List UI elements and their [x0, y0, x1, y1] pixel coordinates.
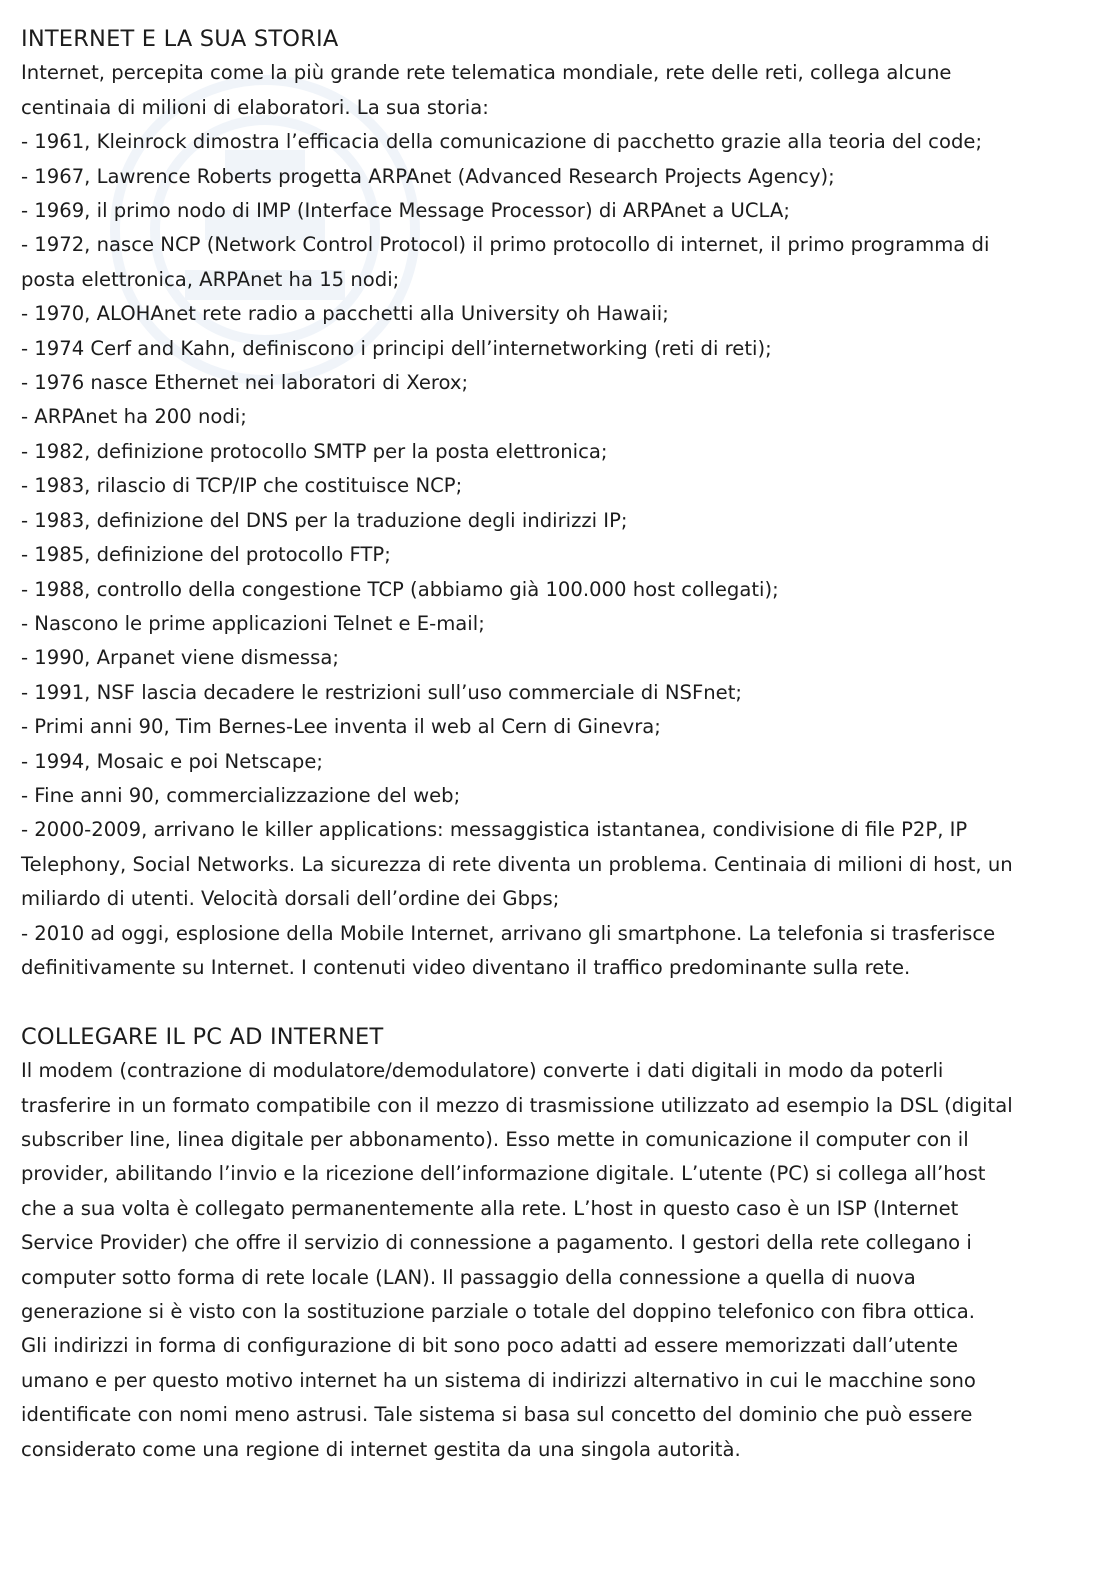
- text-line: identificate con nomi meno astrusi. Tale sistema si basa sul concetto del dominio che può essere: [21, 1403, 973, 1427]
- text-line: - 1969, il primo nodo di IMP (Interface Message Processor) di ARPAnet a UCLA;: [21, 199, 790, 223]
- document-page: [21, 22, 1101, 1467]
- section-title: INTERNET E LA SUA STORIA: [21, 26, 339, 52]
- text-line: - ARPAnet ha 200 nodi;: [21, 405, 247, 429]
- text-line: - Nascono le prime applicazioni Telnet e E-mail;: [21, 611, 485, 635]
- text-line: considerato come una regione di internet gestita da una singola autorità.: [21, 1437, 741, 1461]
- text-line: che a sua volta è collegato permanentemente alla rete. L’host in questo caso è un ISP (Internet: [21, 1196, 959, 1220]
- text-line: - 1972, nasce NCP (Network Control Protocol) il primo protocollo di internet, il primo programma di: [21, 233, 990, 257]
- text-line: provider, abilitando l’invio e la ricezione dell’informazione digitale. L’utente (PC) si collega all’host: [21, 1162, 986, 1186]
- text-line: - 2010 ad oggi, esplosione della Mobile Internet, arrivano gli smartphone. La telefonia si trasferisce: [21, 921, 996, 945]
- text-line: - 1982, definizione protocollo SMTP per la posta elettronica;: [21, 439, 608, 463]
- text-line: miliardo di utenti. Velocità dorsali dell’ordine dei Gbps;: [21, 887, 560, 911]
- text-line: - 1967, Lawrence Roberts progetta ARPAnet (Advanced Research Projects Agency);: [21, 164, 835, 188]
- text-line: - 1983, definizione del DNS per la traduzione degli indirizzi IP;: [21, 508, 628, 532]
- text-line: umano e per questo motivo internet ha un sistema di indirizzi alternativo in cui le macchine sono: [21, 1368, 976, 1392]
- text-line: Il modem (contrazione di modulatore/demodulatore) converte i dati digitali in modo da poterli: [21, 1059, 944, 1083]
- text-line: trasferire in un formato compatibile con il mezzo di trasmissione utilizzato ad esempio la DSL (digital: [21, 1093, 1013, 1117]
- text-line: generazione si è visto con la sostituzione parziale o totale del doppino telefonico con fibra ottica.: [21, 1300, 975, 1324]
- text-line: - 1994, Mosaic e poi Netscape;: [21, 749, 324, 773]
- text-line: centinaia di milioni di elaboratori. La sua storia:: [21, 95, 489, 119]
- text-line: - 2000-2009, arrivano le killer applications: messaggistica istantanea, condivisione di file P2P, IP: [21, 818, 968, 842]
- text-line: Service Provider) che offre il servizio di connessione a pagamento. I gestori della rete collegano i: [21, 1231, 972, 1255]
- text-line: - 1961, Kleinrock dimostra l’efficacia della comunicazione di pacchetto grazie alla teoria del code;: [21, 130, 983, 154]
- text-line: - Primi anni 90, Tim Bernes-Lee inventa il web al Cern di Ginevra;: [21, 715, 661, 739]
- section-history: [21, 22, 1101, 985]
- text-line: definitivamente su Internet. I contenuti video diventano il traffico predominante sulla rete.: [21, 955, 911, 979]
- text-line: Internet, percepita come la più grande rete telematica mondiale, rete delle reti, collega alcune: [21, 61, 952, 85]
- text-line: - 1974 Cerf and Kahn, definiscono i principi dell’internetworking (reti di reti);: [21, 336, 772, 360]
- section-spacer: [21, 985, 1101, 1019]
- text-line: posta elettronica, ARPAnet ha 15 nodi;: [21, 267, 400, 291]
- text-line: - 1970, ALOHAnet rete radio a pacchetti alla University oh Hawaii;: [21, 302, 669, 326]
- text-line: - 1990, Arpanet viene dismessa;: [21, 646, 339, 670]
- section-body: [21, 1054, 1101, 1467]
- section-title: COLLEGARE IL PC AD INTERNET: [21, 1023, 384, 1050]
- text-line: - 1983, rilascio di TCP/IP che costituisce NCP;: [21, 474, 463, 498]
- text-line: - 1988, controllo della congestione TCP (abbiamo già 100.000 host collegati);: [21, 577, 779, 601]
- text-line: - 1985, definizione del protocollo FTP;: [21, 543, 391, 567]
- text-line: computer sotto forma di rete locale (LAN). Il passaggio della connessione a quella di nuova: [21, 1265, 916, 1289]
- section-body: [21, 56, 1101, 985]
- text-line: - Fine anni 90, commercializzazione del web;: [21, 783, 461, 807]
- text-line: subscriber line, linea digitale per abbonamento). Esso mette in comunicazione il computer con il: [21, 1127, 969, 1151]
- text-line: Gli indirizzi in forma di configurazione di bit sono poco adatti ad essere memorizzati dall’utente: [21, 1334, 959, 1358]
- section-connection: [21, 1020, 1101, 1467]
- text-line: Telephony, Social Networks. La sicurezza di rete diventa un problema. Centinaia di milioni di host, un: [21, 852, 1013, 876]
- text-line: - 1976 nasce Ethernet nei laboratori di Xerox;: [21, 371, 469, 395]
- text-line: - 1991, NSF lascia decadere le restrizioni sull’uso commerciale di NSFnet;: [21, 680, 742, 704]
